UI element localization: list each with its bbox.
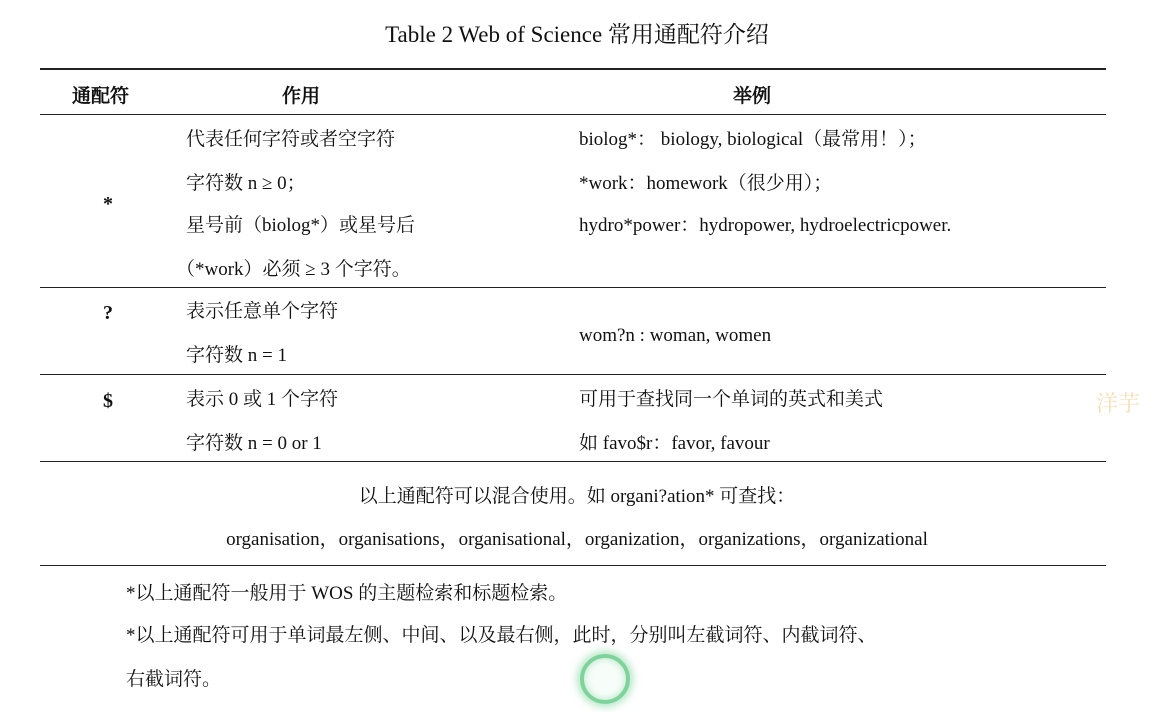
header-wildcard: 通配符 [72,85,130,107]
table-title: Table 2 Web of Science 常用通配符介绍 [385,22,769,47]
symbol-dollar: $ [103,390,113,412]
combined-usage-line: 以上通配符可以混合使用。如 organi?ation* 可查找： [358,486,796,507]
header-rule [40,114,1106,115]
header-example: 举例 [733,85,772,107]
row-rule-3 [40,461,1106,462]
note-1: *以上通配符一般用于 WOS 的主题检索和标题检索。 [126,583,568,604]
symbol-asterisk: * [103,193,113,215]
dollar-function-1: 表示 0 或 1 个字符 [186,389,339,410]
asterisk-example-2: *work：homework（很少用）； [579,173,833,194]
question-function-1: 表示任意单个字符 [186,301,339,322]
asterisk-example-1: biolog*： biology, biological（最常用！）； [579,129,927,150]
note-2-continued: 右截词符。 [126,669,222,690]
note-2: *以上通配符可用于单词最左侧、中间、以及最右侧，此时，分别叫左截词符、内截词符、 [126,625,877,646]
header-function: 作用 [282,85,321,107]
watermark-text: 洋芋 [1096,392,1141,417]
row-rule-1 [40,287,1106,288]
combined-results-line: organisation，organisations，organisational，organization，organizations，organizational [226,529,928,550]
asterisk-function-2: 字符数 n ≥ 0； [186,173,306,194]
row-rule-2 [40,374,1106,375]
symbol-question: ? [103,302,113,324]
dollar-function-2: 字符数 n = 0 or 1 [186,433,322,454]
table-bottom-rule [40,565,1106,566]
dollar-example-1: 可用于查找同一个单词的英式和美式 [579,389,884,410]
asterisk-example-3: hydro*power：hydropower, hydroelectricpower. [579,215,952,236]
asterisk-function-1: 代表任何字符或者空字符 [186,129,396,150]
cursor-click-indicator [580,654,630,704]
asterisk-function-4: （*work）必须 ≥ 3 个字符。 [176,259,411,280]
dollar-example-2: 如 favo$r：favor, favour [579,433,770,454]
question-example-1: wom?n : woman, women [579,325,772,346]
table-top-rule [40,68,1106,70]
question-function-2: 字符数 n = 1 [186,345,287,366]
asterisk-function-3: 星号前（biolog*）或星号后 [186,215,416,236]
